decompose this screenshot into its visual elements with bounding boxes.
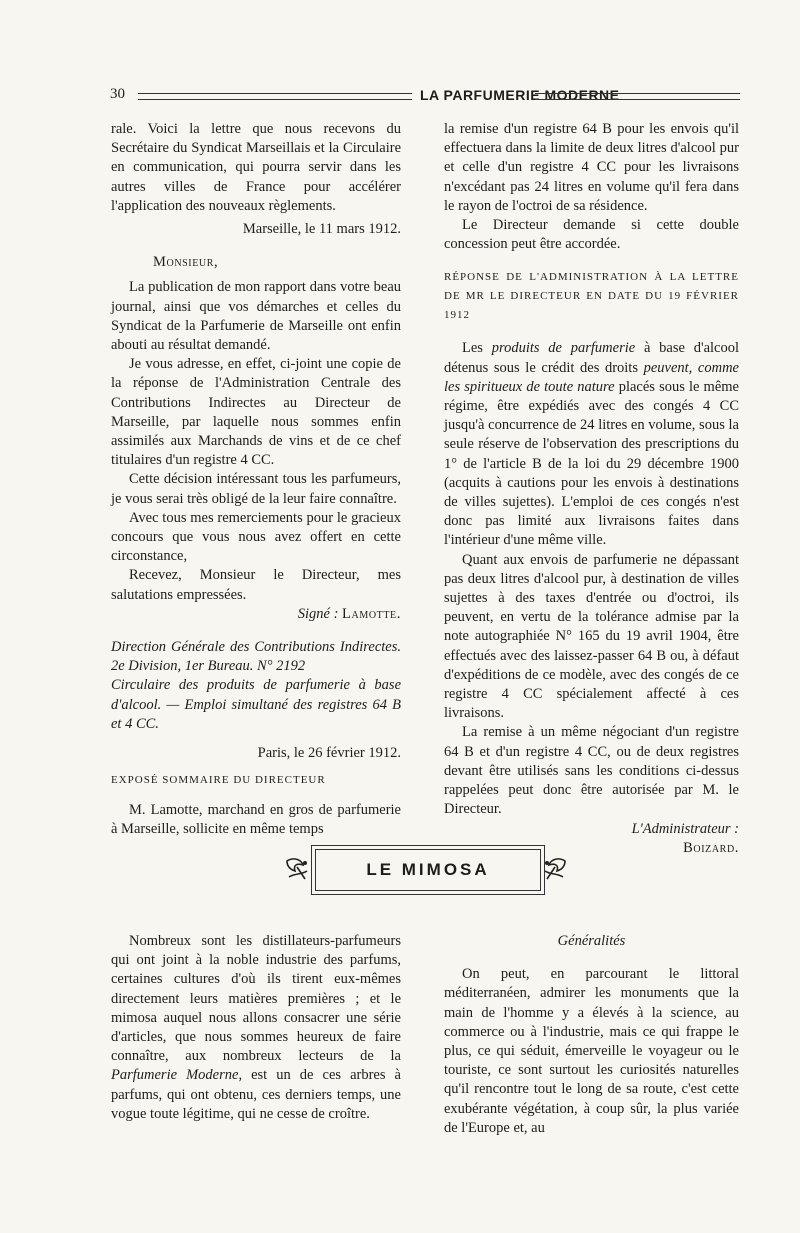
expose-heading: EXPOSÉ SOMMAIRE DU DIRECTEUR xyxy=(111,774,326,787)
banner-frame xyxy=(315,849,541,891)
letter-column-right xyxy=(444,120,739,858)
letter-paragraph: Recevez, Monsieur le Directeur, mes salutations empressées. xyxy=(111,567,401,603)
letter-paragraph: Avec tous mes remerciements pour le gracieux concours que vous nous avez offert en cette circonstance, xyxy=(111,509,401,565)
signature-line xyxy=(111,605,401,624)
reply-paragraph xyxy=(444,339,739,550)
emphasis: peuvent, comme les spiritueux de toute nature xyxy=(444,359,739,395)
signed-name: Lamotte. xyxy=(342,605,401,622)
letter-column-left xyxy=(111,120,401,839)
subsection-heading: Généralités xyxy=(557,933,626,949)
circulaire-title: Circulaire des produits de parfumerie à base d'alcool. — Emploi simultané des registres 64 B et 4 CC. xyxy=(111,677,401,732)
page-number: 30 xyxy=(110,86,125,102)
text-run: à base d'alcool détenus sous le crédit des droits xyxy=(444,340,739,376)
reply-paragraph: Quant aux envois de parfumerie ne dépassant pas deux litres d'alcool pur, à destination de villes sujettes à des taxes d'entrée ou d'octroi, ils peuvent, en vertu de la tolérance admise par la note autographiée N° 165 du 19 avril 1904, être effectués avec des laissez-passer 64 B ou, à défaut d'expéditions de ce modèle, avec des congés de ce registre 4 CC spécialement affecté à ces livraisons. xyxy=(444,551,739,722)
intro-paragraph: rale. Voici la lettre que nous recevons du Secrétaire du Syndicat Marseillais et la Circulaire en communication, qui pourra servir dans les autres villes de France pour accélérer l'application des nouveaux règlements. xyxy=(111,121,401,214)
text-run: , est un de ces arbres à parfums, qui ont obtenu, ces derniers temps, une vogue toute légitime, qui ne cesse de croître. xyxy=(111,1067,401,1122)
letter-paragraph: La publication de mon rapport dans votre beau journal, ainsi que vos démarches et celles du Syndicat de la Parfumerie de Marseille ont enfin abouti au résultat demandé. xyxy=(111,279,401,354)
letter-paragraph: Cette décision intéressant tous les parfumeurs, je vous serai très obligé de la leur faire connaître. xyxy=(111,471,401,507)
dateline-marseille: Marseille, le 11 mars 1912. xyxy=(242,221,401,238)
signature-role: L'Administrateur : xyxy=(631,820,739,837)
emphasis: produits de parfumerie xyxy=(491,340,636,357)
letter-paragraph: M. Lamotte, marchand en gros de parfumerie à Marseille, sollicite en même temps xyxy=(111,801,401,837)
text-run: Nombreux sont les distillateurs-parfumeurs qui ont joint à la noble industrie des parfums, certaines cultures d'où ils tirent eux-mêmes directement leurs matières premières ; et le mimosa auquel nous allons consacrer une série d'articles, que nous sommes heureux de faire connaître, aux nombreux lecteurs de la xyxy=(111,933,401,1065)
emphasis: Parfumerie Moderne xyxy=(111,1067,239,1084)
mimosa-column-right xyxy=(444,932,739,1138)
text-run: Les xyxy=(462,340,492,357)
page-header xyxy=(110,86,740,108)
floral-ornament-icon xyxy=(541,855,569,883)
header-rule-left xyxy=(138,93,412,100)
floral-ornament-icon xyxy=(283,855,311,883)
mimosa-column-left xyxy=(111,932,401,1124)
salutation: Monsieur, xyxy=(153,254,219,271)
mimosa-intro-paragraph xyxy=(111,932,401,1124)
mimosa-paragraph: On peut, en parcourant le littoral méditerranéen, admirer les monuments que la main de l'homme y a élevés à la science, au commerce ou à l'industrie, mais ce qui frappe le plus, ce qui séduit, émerveille le voyageur ou le touriste, ce sont surtout les curiosités naturelles qu'il rencontre tout le long de sa route, c'est cette exubérante végétation, à coup sûr, la plus variée de l'Europe et, au xyxy=(444,966,739,1136)
direction-reference: Direction Générale des Contributions Indirectes. 2e Division, 1er Bureau. N° 2192 xyxy=(111,639,401,675)
text-run: placés sous le même régime, être expédiés avec des congés 4 CC jusqu'à concurrence de 24 litres en volume, sous la seule réserve de l'observation des prescriptions du 1° de l'article B de la loi du 29 décembre 1900 (acquits à cautions pour les envois à destinations de villes sujettes). L'emploi de ces congés n'est donc pas limité aux livraisons faites dans l'intérieur d'une même ville. xyxy=(444,378,739,549)
dateline-paris: Paris, le 26 février 1912. xyxy=(257,745,401,762)
signed-label: Signé : xyxy=(297,605,339,622)
section-title: LE MIMOSA xyxy=(366,860,490,879)
letter-paragraph: Le Directeur demande si cette double concession peut être accordée. xyxy=(444,217,739,253)
section-banner xyxy=(311,845,545,895)
signature-name: Boizard. xyxy=(683,839,739,856)
letter-paragraph: la remise d'un registre 64 B pour les envois qu'il effectuera dans la limite de deux litres d'alcool pur et celle d'un registre 4 CC pour les livraisons n'excédant pas 24 litres en volume qu'il fera dans le rayon de l'octroi de sa résidence. xyxy=(444,121,739,214)
reply-heading: RÉPONSE DE L'ADMINISTRATION À LA LETTRE DE MR LE DIRECTEUR EN DATE DU 19 FÉVRIER 1912 xyxy=(444,271,739,322)
header-rule-right xyxy=(535,93,740,100)
running-title: LA PARFUMERIE MODERNE xyxy=(420,87,620,103)
reply-paragraph: La remise à un même négociant d'un registre 64 B et d'un registre 4 CC, ou de deux registres devant être utilisés sans les conditions ci-dessus rappelées peut donc être autorisée par M. le Directeur. xyxy=(444,724,739,818)
letter-paragraph: Je vous adresse, en effet, ci-joint une copie de la réponse de l'Administration Centrale des Contributions Indirectes au Directeur de Marseille, par laquelle nous sommes enfin assimilés aux Marchands de vins et de ce chef titulaires d'un registre 4 CC. xyxy=(111,356,401,469)
